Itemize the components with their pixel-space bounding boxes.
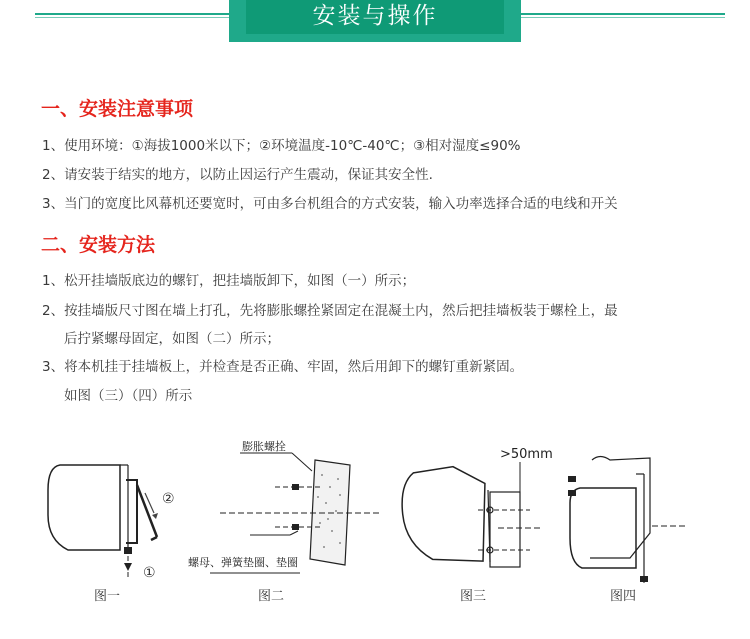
figure-3-dimension: >50mm — [500, 447, 553, 462]
precaution-item-3: 3、当门的宽度比风幕机还要宽时，可由多台机组合的方式安装，输入功率选择合适的电线和开关 — [42, 196, 618, 212]
method-item-2: 2、按挂墙版尺寸图在墙上打孔，先将膨胀螺拴紧固定在混凝土内，然后把挂墙板装于螺栓上，最 — [42, 303, 618, 319]
figure-2-diagram — [180, 435, 380, 585]
figure-1-diagram — [40, 455, 190, 585]
figure-2-label-nut-washer: 螺母、弹簧垫圈、垫圈 — [188, 556, 298, 569]
figure-4-diagram — [560, 448, 690, 585]
header-rule-left — [35, 13, 240, 15]
page-title: 安装与操作 — [246, 0, 504, 34]
header-rule-right — [520, 13, 725, 15]
method-item-1: 1、松开挂墙版底边的螺钉，把挂墙版卸下，如图（一）所示； — [42, 273, 416, 289]
figure-1-caption: 图一 — [94, 589, 121, 604]
figure-2-caption: 图二 — [258, 589, 285, 604]
section-title-method: 二、安装方法 — [41, 234, 156, 256]
figure-4-caption: 图四 — [610, 589, 637, 604]
header-rule-left-thin — [35, 17, 240, 18]
figure-3-caption: 图三 — [460, 589, 487, 604]
figure-1-mark-2: ② — [162, 491, 175, 507]
method-item-2-cont: 后拧紧螺母固定，如图（二）所示； — [64, 331, 280, 347]
precaution-item-2: 2、请安装于结实的地方，以防止因运行产生震动，保证其安全性. — [42, 167, 433, 183]
method-item-3: 3、将本机挂于挂墙板上，并检查是否正确、牢固，然后用卸下的螺钉重新紧固。 — [42, 359, 524, 375]
header-rule-right-thin — [520, 17, 725, 18]
precaution-item-1: 1、使用环境：①海拔1000米以下；②环境温度-10℃-40℃；③相对湿度≤90% — [42, 138, 521, 154]
figure-2-label-anchor-bolt: 膨胀螺拴 — [242, 440, 286, 453]
section-title-precautions: 一、安装注意事项 — [41, 98, 194, 120]
method-item-3-cont: 如图（三）（四）所示 — [64, 388, 193, 404]
figure-3-diagram — [398, 440, 568, 585]
figure-1-mark-1: ① — [143, 565, 156, 581]
